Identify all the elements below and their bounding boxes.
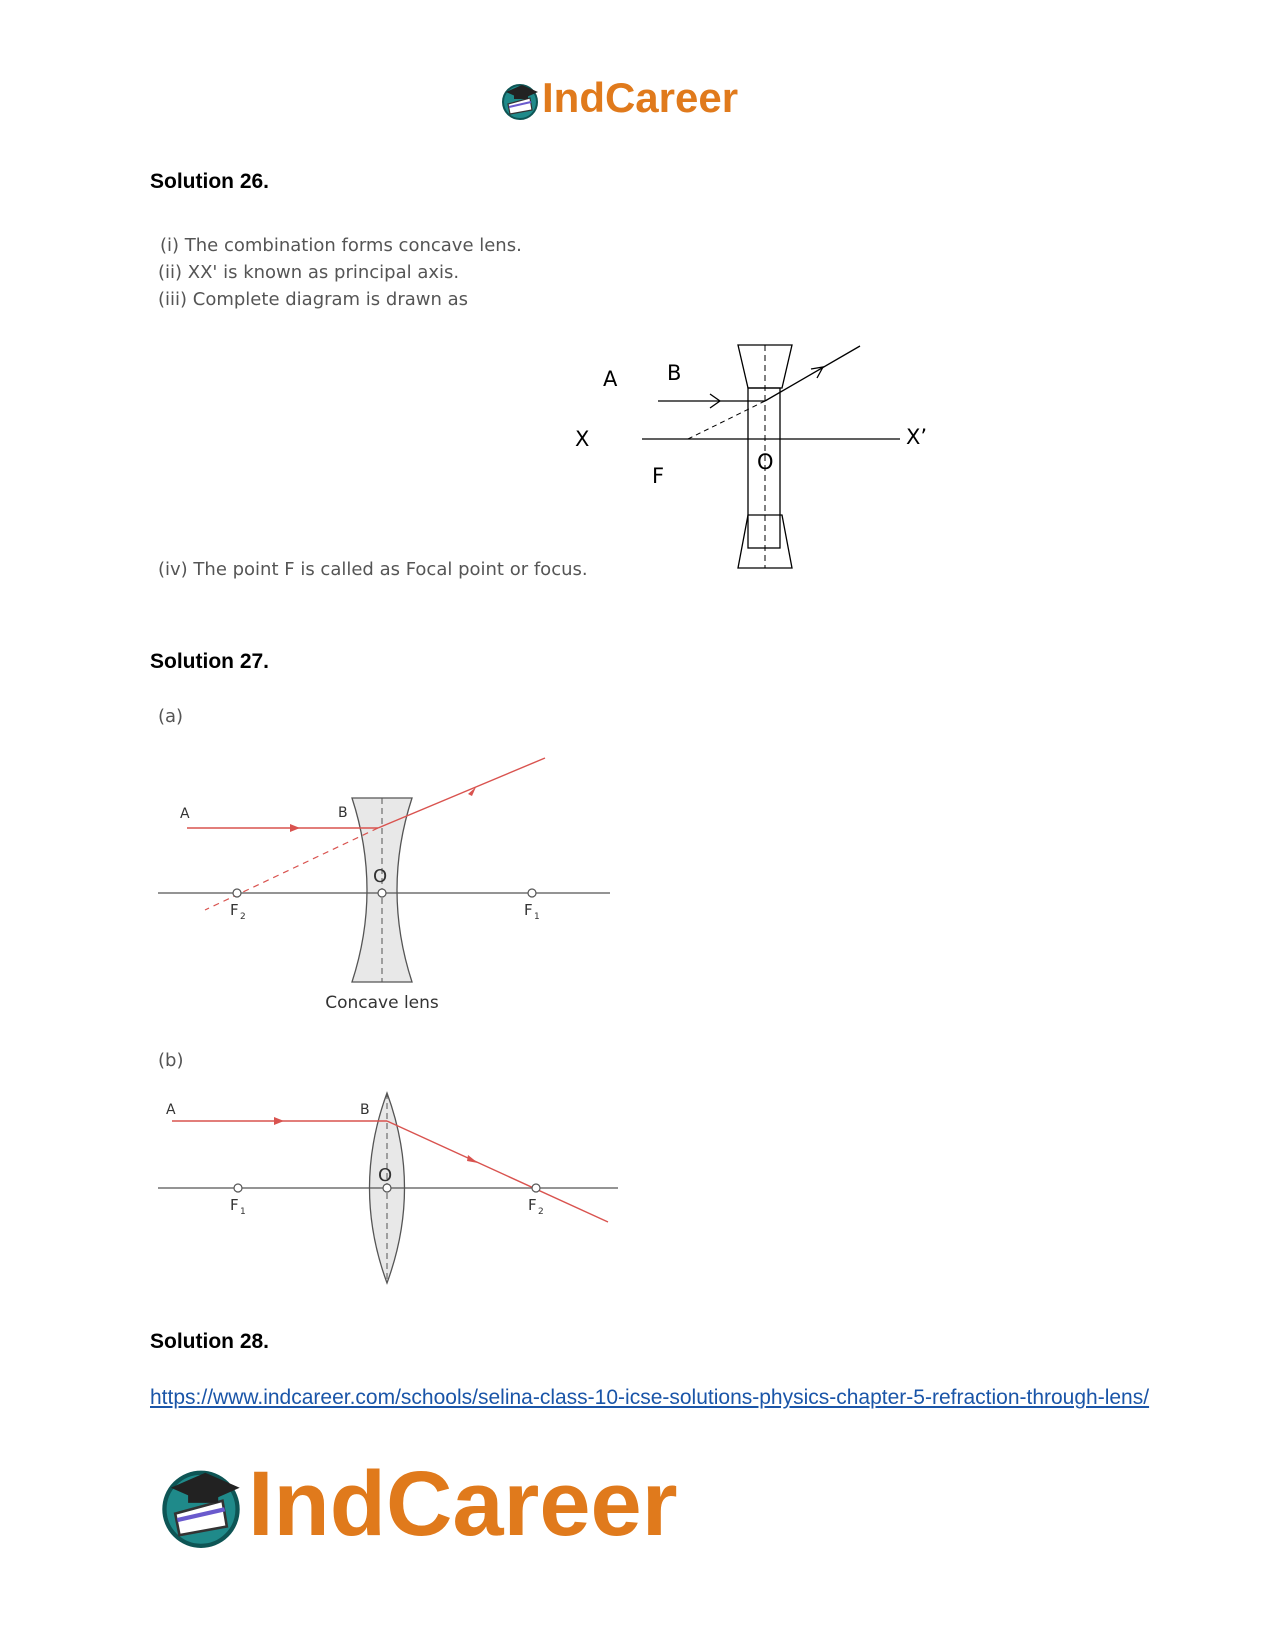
label-f: F [652,464,665,488]
label-o: O [373,866,388,887]
label-a: A [180,806,190,822]
label-a: A [603,367,618,391]
label-a: A [166,1102,176,1118]
optical-centre-point [378,889,386,897]
label-b: B [338,805,348,821]
label-b: B [667,361,682,385]
solution-26-heading: Solution 26. [150,170,270,193]
f1-point [234,1184,242,1192]
solution-26-diagram [570,330,940,570]
label-f2-sub: 2 [538,1207,544,1217]
virtual-ray [688,401,765,439]
f2-point [233,889,241,897]
solution-26-line-3: (iii) Complete diagram is drawn as [158,289,469,310]
label-f1: F [524,901,533,919]
concave-lens-diagram [150,750,620,1040]
label-x: X [575,427,590,451]
part-a-label: (a) [158,706,184,727]
indcareer-logo-bottom [158,1453,718,1572]
solution-26-line-1: (i) The combination forms concave lens. [160,235,522,256]
solution-28-heading: Solution 28. [150,1330,270,1353]
logo-wordmark: IndCareer [248,1453,678,1555]
label-x-prime: X’ [906,425,928,449]
refracted-ray [378,758,545,828]
label-f2: F [528,1196,537,1214]
label-o: O [757,450,774,474]
part-b-label: (b) [158,1050,184,1071]
solution-27-heading: Solution 27. [150,650,270,673]
label-f2-sub: 2 [240,912,246,922]
label-b: B [360,1102,370,1118]
logo-wordmark: IndCareer [542,74,739,121]
f1-point [528,889,536,897]
graduation-cap-book-globe-icon [158,1462,244,1548]
solution-28-link[interactable]: https://www.indcareer.com/schools/selina-class-10-icse-solutions-physics-chapter-5-refraction-through-lens/ [150,1386,1150,1409]
label-f2: F [230,901,239,919]
f2-point [532,1184,540,1192]
convex-lens-diagram [150,1085,630,1295]
refracted-ray [765,346,860,401]
indcareer-logo-top [500,74,770,128]
label-o: O [378,1165,393,1186]
label-f1: F [230,1196,239,1214]
solution-26-line-4: (iv) The point F is called as Focal point or focus. [158,559,588,580]
virtual-ray [205,828,378,910]
concave-lens-caption: Concave lens [325,993,439,1013]
graduation-cap-book-globe-icon [500,80,540,120]
solution-26-line-2: (ii) XX' is known as principal axis. [158,262,460,283]
label-f1-sub: 1 [240,1207,246,1217]
label-f1-sub: 1 [534,912,540,922]
refracted-ray [387,1121,608,1222]
